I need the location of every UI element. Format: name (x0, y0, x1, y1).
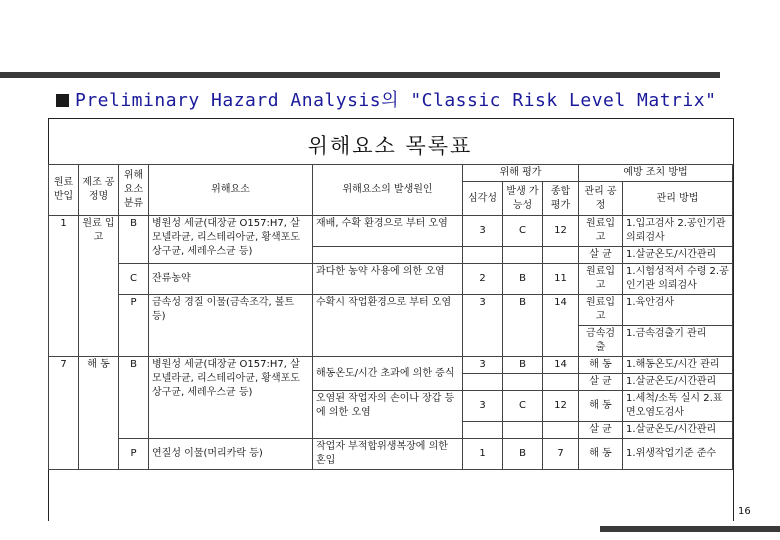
header-type: 위해 요소 분류 (119, 165, 149, 216)
cell-manage-process: 원료입고 (579, 295, 623, 326)
cell-hazard: 금속성 경질 이물(금속조각, 볼트 등) (149, 295, 313, 357)
cell-severity (463, 422, 503, 439)
cell-process: 해 동 (79, 357, 119, 470)
cell-likelihood: B (503, 264, 543, 295)
cell-manage-process: 살 균 (579, 422, 623, 439)
cell-likelihood (503, 422, 543, 439)
page-number: 16 (738, 506, 751, 517)
cell-manage-process: 해 동 (579, 391, 623, 422)
cell-total: 12 (543, 391, 579, 422)
slide-heading-text: Preliminary Hazard Analysis의 "Classic Risk Level Matrix" (75, 90, 717, 111)
cell-cause: 오염된 작업자의 손이나 장갑 등에 의한 오염 (313, 391, 463, 439)
cell-manage-process: 해 동 (579, 439, 623, 470)
table-row (49, 264, 733, 295)
cell-total (543, 422, 579, 439)
cell-severity (463, 247, 503, 264)
cell-method: 1.살균온도/시간관리 (623, 374, 733, 391)
cell-hazard: 잔류농약 (149, 264, 313, 295)
header-control-group: 예방 조치 방법 (579, 165, 733, 182)
header-manage-method: 관리 방법 (623, 182, 733, 216)
cell-method: 1.육안검사 (623, 295, 733, 326)
cell-total: 14 (543, 295, 579, 357)
cell-method: 1.살균온도/시간관리 (623, 247, 733, 264)
cell-likelihood: B (503, 357, 543, 374)
cell-total: 12 (543, 216, 579, 247)
cell-category: 7 (49, 357, 79, 470)
cell-hazard: 병원성 세균(대장균 O157:H7, 살모넬라균, 리스테리아균, 황색포도상구균, 세레우스균 등) (149, 216, 313, 264)
cell-method: 1.금속검출기 관리 (623, 326, 733, 357)
cell-method: 1.세척/소독 실시 2.표면오염도검사 (623, 391, 733, 422)
cell-manage-process: 원료입고 (579, 216, 623, 247)
cell-hazard: 병원성 세균(대장균 O157:H7, 살모넬라균, 리스테리아균, 황색포도상구균, 세레우스균 등) (149, 357, 313, 439)
cell-manage-process: 금속검출 (579, 326, 623, 357)
cell-process: 원료 입고 (79, 216, 119, 357)
top-rule (0, 72, 720, 78)
cell-method: 1.입고검사 2.공인기관 의뢰검사 (623, 216, 733, 247)
header-eval-group: 위해 평가 (463, 165, 579, 182)
cell-likelihood: B (503, 295, 543, 357)
header-manage-process: 관리 공정 (579, 182, 623, 216)
cell-method: 1.위생작업기준 준수 (623, 439, 733, 470)
cell-type: P (119, 295, 149, 357)
header-severity: 심각성 (463, 182, 503, 216)
header-hazard: 위해요소 (149, 165, 313, 216)
square-bullet-icon (56, 94, 69, 107)
cell-severity: 3 (463, 216, 503, 247)
cell-manage-process: 해 동 (579, 357, 623, 374)
cell-cause: 해동온도/시간 초과에 의한 증식 (313, 357, 463, 391)
bottom-rule (600, 526, 780, 532)
cell-method: 1.시험성적서 수령 2.공인기관 의뢰검사 (623, 264, 733, 295)
cell-manage-process: 살 균 (579, 247, 623, 264)
document-title: 위해요소 목록표 (307, 134, 473, 158)
cell-total: 11 (543, 264, 579, 295)
table-row (49, 357, 733, 374)
cell-likelihood (503, 247, 543, 264)
cell-method: 1.살균온도/시간관리 (623, 422, 733, 439)
cell-type: B (119, 357, 149, 439)
cell-type: P (119, 439, 149, 470)
cell-total: 7 (543, 439, 579, 470)
cell-severity (463, 374, 503, 391)
cell-total: 14 (543, 357, 579, 374)
cell-category: 1 (49, 216, 79, 357)
cell-severity: 1 (463, 439, 503, 470)
cell-cause: 재배, 수확 환경으로 부터 오염 (313, 216, 463, 247)
header-process: 제조 공정명 (79, 165, 119, 216)
table-row (49, 216, 733, 247)
cell-method: 1.해동온도/시간 관리 (623, 357, 733, 374)
cell-likelihood: C (503, 391, 543, 422)
header-cause: 위해요소의 발생원인 (313, 165, 463, 216)
cell-cause (313, 247, 463, 264)
table-row (49, 439, 733, 470)
header-category: 원료 반입 (49, 165, 79, 216)
cell-likelihood (503, 374, 543, 391)
cell-severity: 3 (463, 391, 503, 422)
cell-type: B (119, 216, 149, 264)
table-row (49, 295, 733, 326)
cell-total (543, 374, 579, 391)
hazard-list-table (48, 164, 733, 470)
cell-cause: 작업자 부적합위생복장에 의한 혼입 (313, 439, 463, 470)
cell-manage-process: 살 균 (579, 374, 623, 391)
cell-severity: 3 (463, 295, 503, 357)
cell-cause: 과다한 농약 사용에 의한 오염 (313, 264, 463, 295)
cell-manage-process: 원료입고 (579, 264, 623, 295)
cell-hazard: 연질성 이물(머리카락 등) (149, 439, 313, 470)
cell-severity: 2 (463, 264, 503, 295)
cell-likelihood: B (503, 439, 543, 470)
slide-heading (56, 86, 716, 112)
cell-severity: 3 (463, 357, 503, 374)
cell-total (543, 247, 579, 264)
header-likelihood: 발생 가능성 (503, 182, 543, 216)
cell-type: C (119, 264, 149, 295)
cell-likelihood: C (503, 216, 543, 247)
header-total: 종합 평가 (543, 182, 579, 216)
cell-cause: 수확시 작업환경으로 부터 오염 (313, 295, 463, 357)
